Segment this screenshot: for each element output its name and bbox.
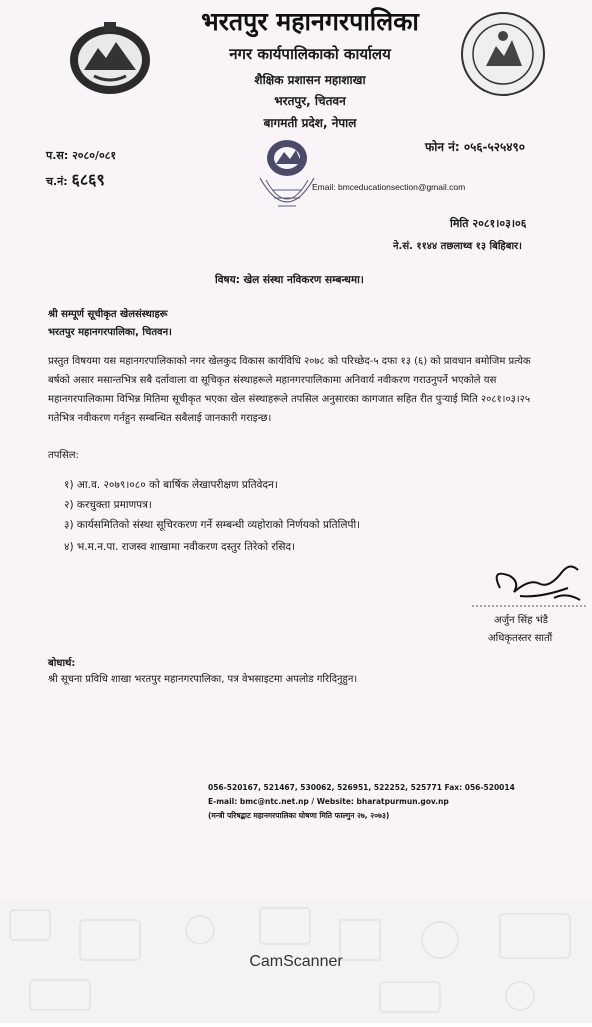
signatory-title: अधिकृतस्तर सातौं: [488, 633, 553, 644]
letter-date: मिति २०८१।०३।०६: [450, 217, 527, 230]
subject-line: विषय: खेल संस्था नविकरण सम्बन्धमा।: [215, 274, 364, 286]
nepal-sambat-date: ने.सं. ११४४ तछलाथ्व १३ बिहिबार।: [393, 241, 522, 252]
chalani-prefix: च.नं:: [46, 175, 72, 188]
footer-phones: 056-520167, 521467, 530062, 526951, 522252, 525771 Fax: 056-520014: [208, 783, 515, 792]
signature-icon: [470, 548, 590, 618]
recipient-line-2: भरतपुर महानगरपालिका, चितवन।: [48, 327, 172, 338]
footer-web: E-mail: bmc@ntc.net.np / Website: bharatpurmun.gov.np: [208, 797, 449, 806]
bharatpur-seal-icon: [458, 10, 548, 98]
branch-name: शैक्षिक प्रशासन महाशाखा: [254, 73, 366, 87]
list-item: ४) भ.म.न.पा. राजस्व शाखामा नवीकरण दस्तुर तिरेको रसिद।: [64, 541, 296, 553]
body-paragraph: प्रस्तुत विषयमा यस महानगरपालिकाको नगर खेलकुद विकास कार्यविधि २०७८ को परिच्छेद-५ दफा १३ (६) को प्रावधान बमोजिम प्रत्येक बर्षको असार मसान्तभित्र सबै दर्तावाला वा सूचिकृत संस्थाहरूले महानगरपालिकामा अनिवार्य नवीकरण गराउनुपर्ने भएकोले यस महानगरपालिकामा विभिन्न मितिमा सूचीकृत भएका खेल संस्थाहरूले तपसिल अनुसारका कागजात सहित रीत पुऱ्याई मिति २०८१।०३।२५ गतेभित्र नवीकरण गर्नहुन सम्बन्धित सबैलाई जानकारी गराइन्छ।: [48, 356, 531, 424]
app-label: CamScanner: [249, 953, 343, 970]
city-name: भरतपुर, चितवन: [274, 94, 346, 108]
list-item: १) आ.व. २०७९।०८० को बार्षिक लेखापरीक्षण प्रतिवेदन।: [64, 479, 278, 491]
nepal-emblem-icon: [64, 18, 156, 98]
org-title: भरतपुर महानगरपालिका: [201, 7, 419, 36]
bodharth-label: बोधार्थ:: [48, 658, 76, 669]
chalani-label: [46, 168, 105, 190]
footer-note: (मन्त्री परिषद्बाट महानगरपालिका घोषणा मिति फाल्गुन २७, २०७३): [208, 811, 390, 820]
office-name: नगर कार्यपालिकाको कार्यालय: [229, 45, 391, 63]
recipient-line-1: श्री सम्पूर्ण सूचीकृत खेलसंस्थाहरू: [48, 309, 168, 320]
signatory-name: अर्जुन सिंह भंडै: [494, 615, 549, 626]
phone-number: फोन नं: ०५६-५२५४९०: [425, 140, 525, 154]
province-name: बागमती प्रदेश, नेपाल: [263, 116, 357, 130]
list-item: २) करचुक्ता प्रमाणपत्र।: [64, 499, 152, 511]
chalani-number: ६८६९: [71, 170, 105, 189]
email-address: Email: bmceducationsection@gmail.com: [312, 182, 466, 192]
bodharth-line: श्री सूचना प्रविधि शाखा भरतपुर महानगरपालिका, पत्र वेभसाइटमा अपलोड गरिदिनुहुन।: [48, 674, 358, 685]
patra-sankhya: प.स: २०८०/०८१: [46, 149, 117, 162]
tapsil-label: तपसिल:: [48, 450, 79, 461]
list-item: ३) कार्यसमितिको संस्था सूचिरकरण गर्ने सम्बन्धी व्यहोराको निर्णयको प्रतिलिपी।: [64, 519, 361, 531]
